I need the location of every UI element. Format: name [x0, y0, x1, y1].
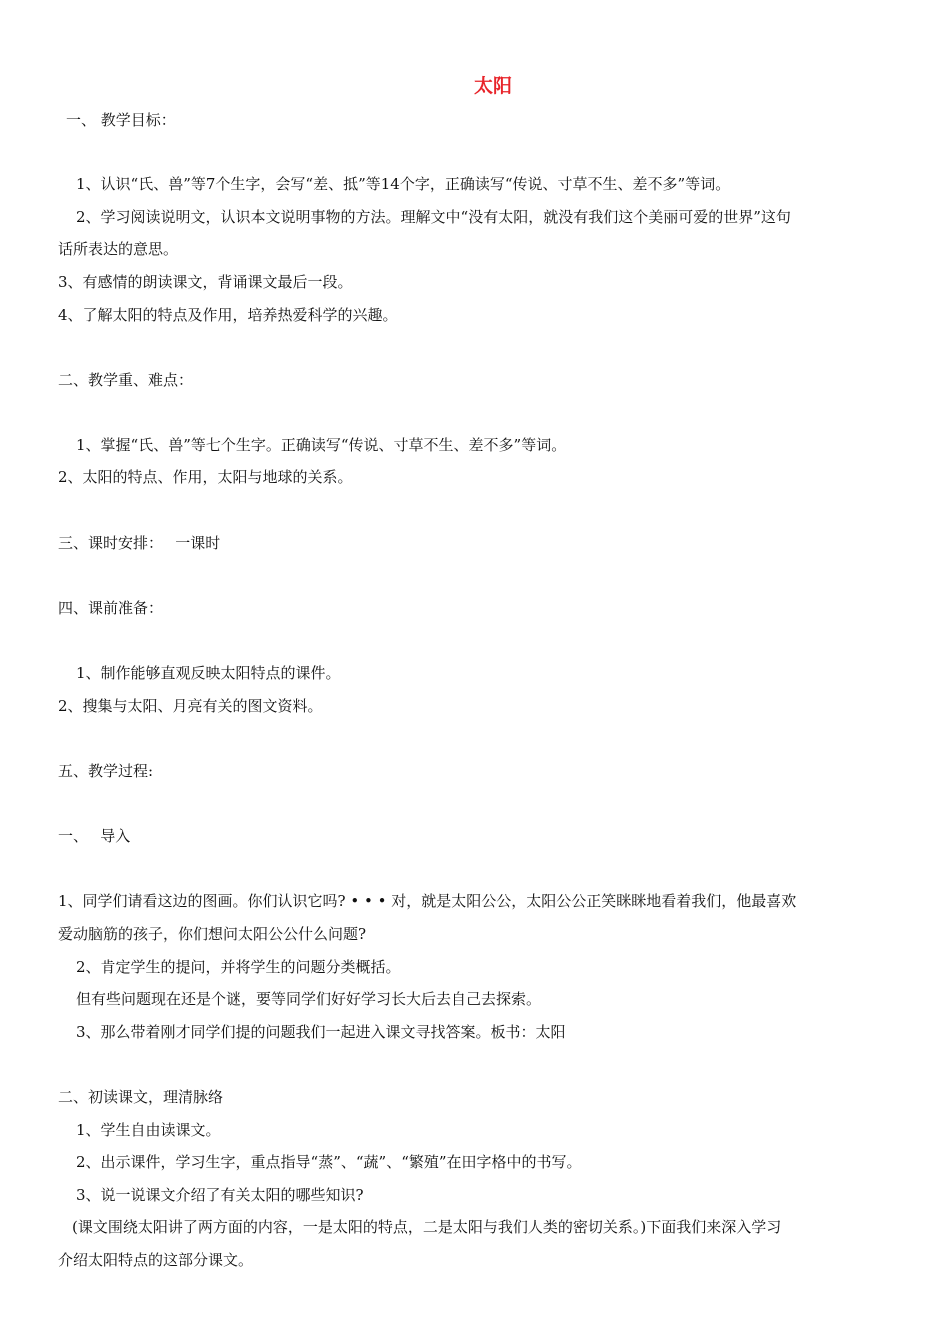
reading-item-1: 1、学生自由读课文。 — [76, 1121, 221, 1139]
key-point-item-1: 1、掌握“氏、兽”等七个生字。正确读写“传说、寸草不生、差不多”等词。 — [76, 436, 567, 454]
key-point-item-2: 2、太阳的特点、作用，太阳与地球的关系。 — [58, 468, 353, 486]
section-heading-schedule: 三、课时安排： 一课时 — [58, 534, 221, 552]
goal-item-3: 3、有感情的朗读课文，背诵课文最后一段。 — [58, 273, 353, 291]
intro-item-2: 2、肯定学生的提问，并将学生的问题分类概括。 — [76, 958, 401, 976]
goal-item-2-continued: 话所表达的意思。 — [58, 240, 179, 258]
reading-summary-continued: 介绍太阳特点的这部分课文。 — [58, 1251, 254, 1269]
subheading-first-reading: 二、初读课文，理清脉络 — [58, 1088, 224, 1106]
reading-item-3: 3、说一说课文介绍了有关太阳的哪些知识? — [76, 1186, 364, 1204]
intro-item-3: 3、那么带着刚才同学们提的问题我们一起进入课文寻找答案。板书：太阳 — [76, 1023, 566, 1041]
reading-item-2: 2、出示课件，学习生字，重点指导“蒸”、“蔬”、“繁殖”在田字格中的书写。 — [76, 1153, 582, 1171]
intro-item-1: 1、同学们请看这边的图画。你们认识它吗? • • • 对，就是太阳公公，太阳公公正笑眯眯地看着我们，他最喜欢 — [58, 892, 797, 910]
preparation-item-1: 1、制作能够直观反映太阳特点的课件。 — [76, 664, 341, 682]
section-heading-key-points: 二、教学重、难点： — [58, 371, 194, 389]
section-heading-goals: 一、 教学目标： — [66, 111, 176, 129]
section-heading-preparation: 四、课前准备： — [58, 599, 164, 617]
intro-note: 但有些问题现在还是个谜，要等同学们好好学习长大后去自己去探索。 — [76, 990, 542, 1008]
section-heading-process: 五、教学过程: — [58, 762, 154, 780]
goal-item-4: 4、了解太阳的特点及作用，培养热爱科学的兴趣。 — [58, 306, 398, 324]
preparation-item-2: 2、搜集与太阳、月亮有关的图文资料。 — [58, 697, 323, 715]
subheading-introduction: 一、 导入 — [58, 827, 131, 845]
intro-item-1-continued: 爱动脑筋的孩子，你们想问太阳公公什么问题? — [58, 925, 367, 943]
reading-summary: (课文围绕太阳讲了两方面的内容，一是太阳的特点，二是太阳与我们人类的密切关系。)下面我们来深入学习 — [72, 1218, 782, 1236]
document-title: 太阳 — [473, 75, 512, 97]
goal-item-2: 2、学习阅读说明文，认识本文说明事物的方法。理解文中“没有太阳，就没有我们这个美丽可爱的世界”这句 — [76, 208, 791, 226]
goal-item-1: 1、认识“氏、兽”等7个生字，会写“差、抵”等14个字，正确读写“传说、寸草不生、差不多”等词。 — [76, 175, 731, 193]
